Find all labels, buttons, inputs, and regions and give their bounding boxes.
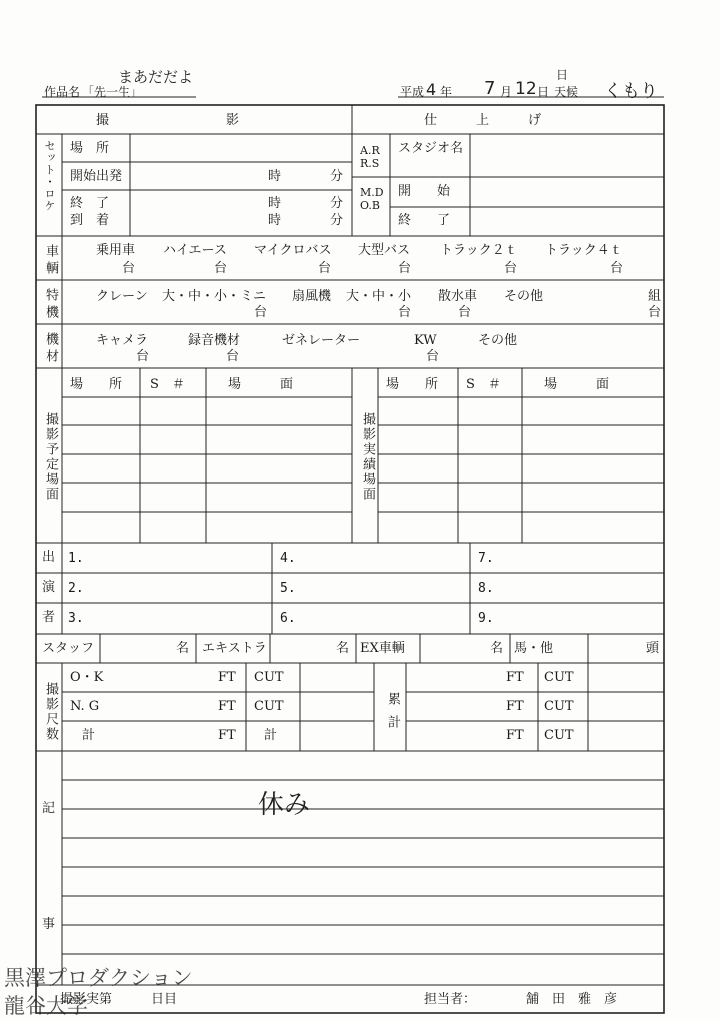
depart-label: 開始出発 xyxy=(70,169,123,184)
arrive-minute-label: 分 xyxy=(330,213,344,228)
ok-ft: FT xyxy=(218,670,236,685)
cum-cut-2: CUT xyxy=(544,699,574,714)
vehicle-truck-4t: トラック４ｔ xyxy=(545,243,623,258)
cast-side-label-2: 演 xyxy=(42,580,56,595)
vehicle-unit-5: 台 xyxy=(504,261,518,276)
day-note: 日 xyxy=(556,68,569,82)
rs-label: R.S xyxy=(360,157,380,170)
shooting-section-header: 撮 影 xyxy=(96,113,240,128)
ex-vehicle-unit: 名 xyxy=(490,641,504,656)
vehicle-unit-3: 台 xyxy=(318,261,332,276)
vehicle-unit-6: 台 xyxy=(610,261,624,276)
cumulative-side-label: 累計 xyxy=(385,692,400,738)
planned-scene-header: 場 面 xyxy=(228,377,294,392)
extra-label: エキストラ xyxy=(202,641,267,656)
ok-cut: CUT xyxy=(254,670,284,685)
planned-sno-header: S ＃ xyxy=(150,377,185,392)
special-unit-4: 台 xyxy=(648,305,662,320)
vehicles-side-label: 車輌 xyxy=(43,244,58,278)
cast-number-9: 9. xyxy=(478,611,494,626)
vehicle-hiace: ハイエース xyxy=(163,243,227,258)
cast-number-1: 1. xyxy=(68,551,84,566)
vehicle-truck-2t: トラック２ｔ xyxy=(440,243,518,258)
end-label: 終 了 xyxy=(70,196,110,211)
actual-scenes-side-label: 撮影実績場面 xyxy=(360,412,375,502)
water-truck-label: 散水車 xyxy=(438,289,478,304)
notes-side-label-top: 記 xyxy=(42,801,56,816)
year-suffix: 年 xyxy=(440,85,453,99)
cum-ft-3: FT xyxy=(506,728,524,743)
staff-label: スタッフ xyxy=(42,641,95,656)
arrive-label: 到 着 xyxy=(70,213,110,228)
ng-ft: FT xyxy=(218,699,236,714)
ng-cut: CUT xyxy=(254,699,284,714)
day-suffix: 日 xyxy=(537,85,550,99)
cum-cut-3: CUT xyxy=(544,728,574,743)
ob-label: O.B xyxy=(360,199,380,212)
actual-place-header: 場 所 xyxy=(386,377,439,392)
camera-label: キャメラ xyxy=(96,333,149,348)
planned-scenes-side-label: 撮影予定場面 xyxy=(43,412,58,502)
vehicle-large-bus: 大型バス xyxy=(358,243,411,258)
cast-number-6: 6. xyxy=(280,611,296,626)
person-in-charge-name: 舗 田 雅 彦 xyxy=(526,992,618,1007)
generator-label: ゼネレーター xyxy=(282,333,361,348)
total-count-label: 計 xyxy=(264,728,278,743)
weather-label: 天候 xyxy=(554,85,579,99)
title-value: 「先一生」 xyxy=(82,85,143,99)
crane-sizes: 大・中・小・ミニ xyxy=(162,289,267,304)
day-value: 12 xyxy=(515,79,537,99)
planned-place-header: 場 所 xyxy=(70,377,123,392)
notes-side-label-bottom: 事 xyxy=(42,917,56,932)
arrive-hour-label: 時 xyxy=(268,213,282,228)
finish-start-label: 開 始 xyxy=(398,184,451,199)
special-group-label: 組 xyxy=(648,289,662,304)
place-label: 場 所 xyxy=(70,141,110,156)
special-other-label: その他 xyxy=(504,289,544,304)
vehicle-unit-2: 台 xyxy=(214,261,228,276)
finish-end-label: 終 了 xyxy=(398,213,451,228)
actual-scene-header: 場 面 xyxy=(544,377,610,392)
person-in-charge-label: 担当者： xyxy=(424,992,477,1007)
equipment-side-label: 機材 xyxy=(43,332,58,366)
special-side-label: 特機 xyxy=(43,288,58,322)
studio-name-label: スタジオ名 xyxy=(398,141,464,156)
handwritten-note: 休み xyxy=(258,790,311,820)
equipment-unit-2: 台 xyxy=(226,349,240,364)
crane-label: クレーン xyxy=(96,289,148,304)
title-label: 作品名 xyxy=(44,85,81,99)
kw-label: KW xyxy=(414,333,437,348)
finishing-section-header: 仕 上 げ xyxy=(424,113,542,128)
cast-side-label-1: 出 xyxy=(42,550,56,565)
era-label: 平成 xyxy=(400,85,425,99)
ng-label: N. G xyxy=(70,699,100,714)
cast-number-7: 7. xyxy=(478,551,494,566)
month-suffix: 月 xyxy=(500,85,513,99)
cast-number-2: 2. xyxy=(68,581,84,596)
vehicle-sedan: 乗用車 xyxy=(96,243,136,258)
total-label: 計 xyxy=(82,728,96,743)
weather-value: くもり xyxy=(604,81,658,102)
md-label: M.D xyxy=(360,186,384,199)
special-unit-3: 台 xyxy=(458,305,472,320)
cast-number-5: 5. xyxy=(280,581,296,596)
cum-ft-2: FT xyxy=(506,699,524,714)
ex-vehicle-label: EX車輌 xyxy=(360,641,405,656)
depart-hour-label: 時 xyxy=(268,169,282,184)
cast-number-8: 8. xyxy=(478,581,494,596)
cum-cut-1: CUT xyxy=(544,670,574,685)
vehicle-unit-1: 台 xyxy=(122,261,136,276)
ar-label: A.R xyxy=(360,144,380,157)
horse-unit: 頭 xyxy=(646,641,660,656)
vehicle-unit-4: 台 xyxy=(398,261,412,276)
special-unit-1: 台 xyxy=(254,305,268,320)
actual-sno-header: S ＃ xyxy=(466,377,501,392)
equipment-other-label: その他 xyxy=(478,333,518,348)
cast-side-label-3: 者 xyxy=(42,610,56,625)
year-value: 4 xyxy=(426,80,437,99)
extra-unit: 名 xyxy=(336,641,350,656)
staff-unit: 名 xyxy=(176,641,190,656)
cum-ft-1: FT xyxy=(506,670,524,685)
vehicle-microbus: マイクロバス xyxy=(254,243,332,258)
handwritten-title: まあだだよ xyxy=(118,68,194,86)
equipment-unit-3: 台 xyxy=(426,349,440,364)
special-unit-2: 台 xyxy=(398,305,412,320)
ok-label: O・K xyxy=(70,670,104,685)
fan-sizes: 大・中・小 xyxy=(346,289,412,304)
watermark-line1: 黒澤プロダクション xyxy=(4,966,193,990)
depart-minute-label: 分 xyxy=(330,169,344,184)
cast-number-3: 3. xyxy=(68,611,84,626)
sound-label: 録音機材 xyxy=(188,333,241,348)
equipment-unit-1: 台 xyxy=(136,349,150,364)
fan-label: 扇風機 xyxy=(292,289,332,304)
end-minute-label: 分 xyxy=(330,196,344,211)
watermark-line2: 龍谷大学 xyxy=(4,994,88,1018)
cast-number-4: 4. xyxy=(280,551,296,566)
horse-label: 馬・他 xyxy=(514,641,554,656)
set-loc-side-label: セット・ロケ xyxy=(43,140,56,212)
end-hour-label: 時 xyxy=(268,196,282,211)
footage-side-label: 撮影尺数 xyxy=(43,682,58,742)
total-ft: FT xyxy=(218,728,236,743)
month-value: 7 xyxy=(484,78,496,99)
shooting-day-count: 撮影実第 日目 xyxy=(60,992,178,1007)
